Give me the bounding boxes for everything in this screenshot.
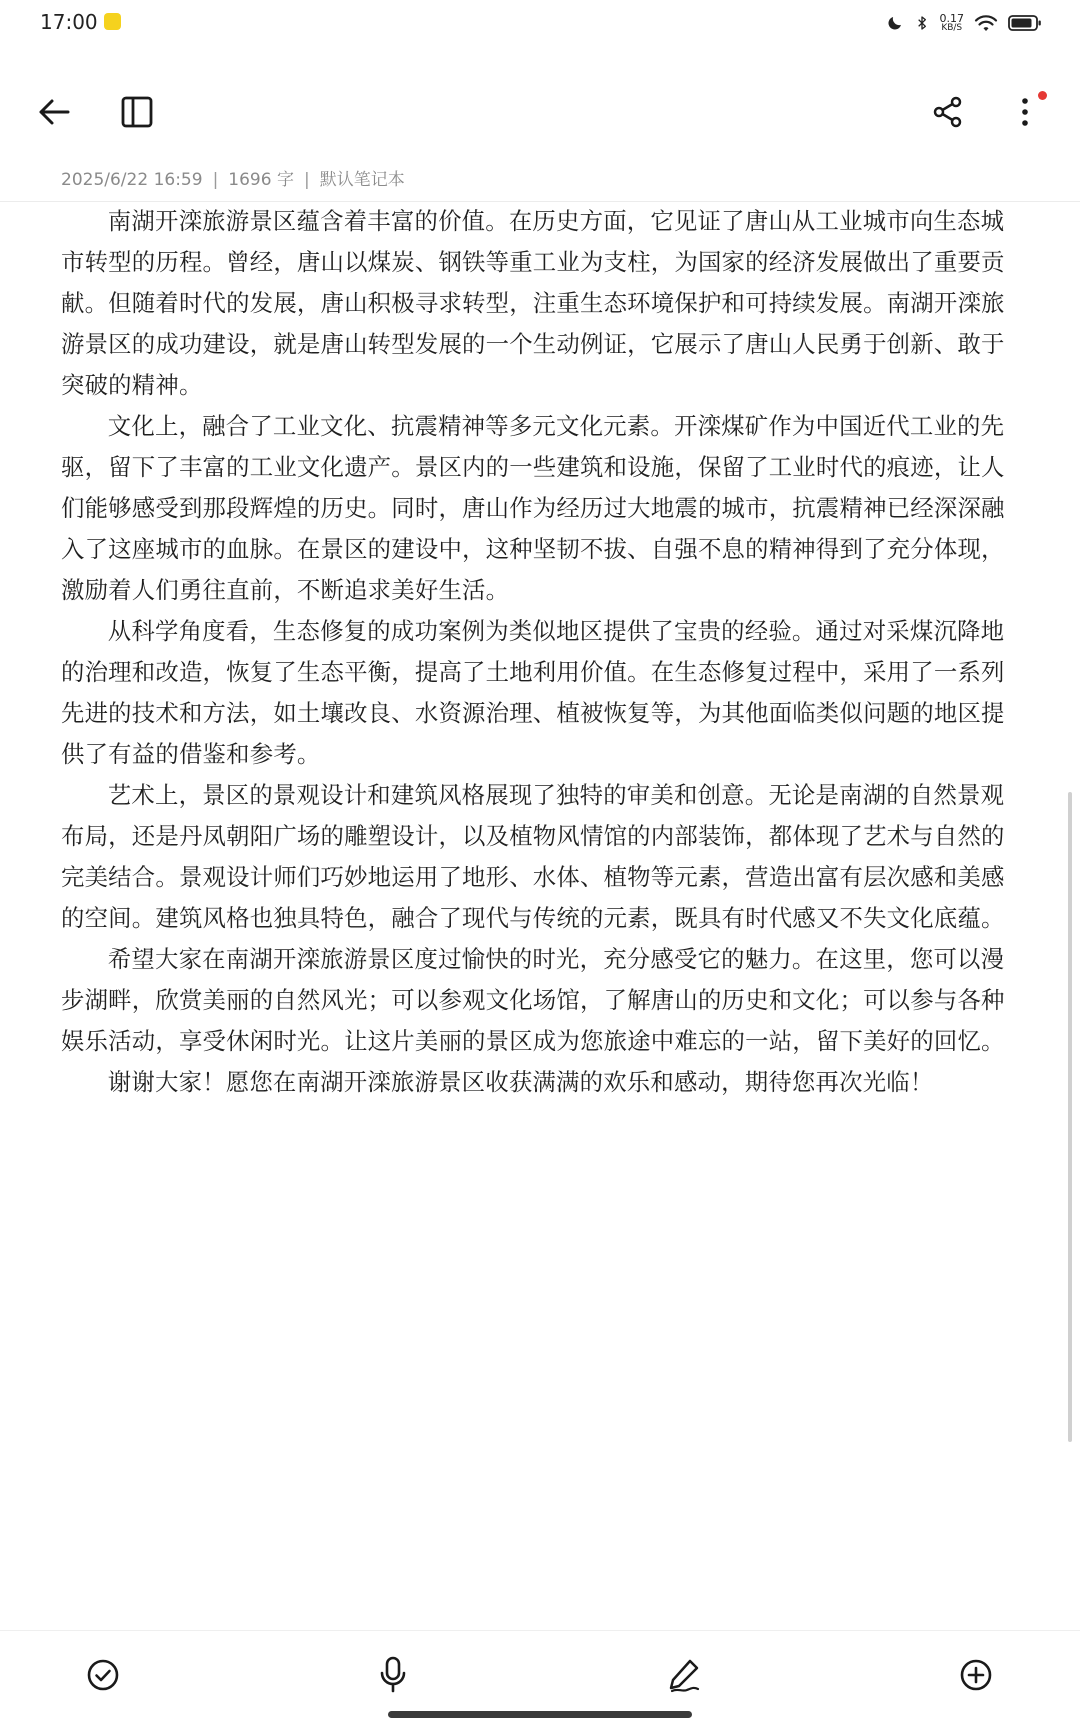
note-toolbar — [0, 80, 1080, 144]
paragraph[interactable]: 希望大家在南湖开滦旅游景区度过愉快的时光，充分感受它的魅力。在这里，您可以漫步湖畔，欣赏美丽的自然风光；可以参观文化场馆，了解唐山的历史和文化；可以参与各种娱乐活动，享受休闲时光。让这片美丽的景区成为您旅途中难忘的一站，留下美好的回忆。 — [61, 945, 1005, 1055]
checklist-button[interactable] — [79, 1651, 127, 1699]
moon-icon — [886, 14, 904, 32]
more-options-button[interactable] — [1001, 88, 1049, 136]
note-date: 2025/6/22 16:59 — [61, 170, 203, 190]
status-icons — [886, 10, 1043, 36]
paragraph[interactable]: 艺术上，景区的景观设计和建筑风格展现了独特的审美和创意。无论是南湖的自然景观布局，还是丹凤朝阳广场的雕塑设计，以及植物风情馆的内部装饰，都体现了艺术与自然的完美结合。景观设计师们巧妙地运用了地形、水体、植物等元素，营造出富有层次感和美感的空间。建筑风格也独具特色，融合了现代与传统的元素，既具有时代感又不失文化底蕴。 — [61, 781, 1005, 932]
bottom-toolbar — [0, 1630, 1080, 1729]
meta-separator: | — [303, 170, 310, 190]
microphone-icon — [377, 1656, 409, 1694]
paragraph[interactable]: 从科学角度看，生态修复的成功案例为类似地区提供了宝贵的经验。通过对采煤沉降地的治理和改造，恢复了生态平衡，提高了土地利用价值。在生态修复过程中，采用了一系列先进的技术和方法，如土壤改良、水资源治理、植被恢复等，为其他面临类似问题的地区提供了有益的借鉴和参考。 — [61, 617, 1005, 768]
scrollbar[interactable] — [1068, 792, 1072, 1442]
note-body[interactable] — [61, 201, 1011, 1103]
word-count: 1696 字 — [228, 170, 294, 190]
meta-separator: | — [212, 170, 219, 190]
net-speed: 0.17 KB/S — [939, 12, 964, 33]
share-button[interactable] — [924, 88, 972, 136]
status-time: 17:00 — [40, 10, 98, 34]
add-circle-icon — [959, 1658, 993, 1692]
battery-icon — [1008, 14, 1042, 32]
back-button[interactable] — [30, 88, 78, 136]
notebook-name[interactable]: 默认笔记本 — [319, 170, 405, 190]
app-badge-icon — [104, 13, 121, 30]
split-view-button[interactable] — [113, 88, 161, 136]
split-view-icon — [120, 95, 154, 129]
share-icon — [931, 95, 965, 129]
paragraph[interactable]: 文化上，融合了工业文化、抗震精神等多元文化元素。开滦煤矿作为中国近代工业的先驱，留下了丰富的工业文化遗产。景区内的一些建筑和设施，保留了工业时代的痕迹，让人们能够感受到那段辉煌的历史。同时，唐山作为经历过大地震的城市，抗震精神已经深深融入了这座城市的血脉。在景区的建设中，这种坚韧不拔、自强不息的精神得到了充分体现，激励着人们勇往直前，不断追求美好生活。 — [61, 412, 1005, 604]
add-button[interactable] — [952, 1651, 1000, 1699]
bluetooth-icon — [914, 13, 930, 33]
paragraph[interactable]: 南湖开滦旅游景区蕴含着丰富的价值。在历史方面，它见证了唐山从工业城市向生态城市转型的历程。曾经，唐山以煤炭、钢铁等重工业为支柱，为国家的经济发展做出了重要贡献。但随着时代的发展，唐山积极寻求转型，注重生态环境保护和可持续发展。南湖开滦旅游景区的成功建设，就是唐山转型发展的一个生动例证，它展示了唐山人民勇于创新、敢于突破的精神。 — [61, 207, 1005, 399]
more-vertical-icon — [1015, 94, 1035, 130]
handwriting-button[interactable] — [660, 1651, 708, 1699]
pen-icon — [666, 1657, 702, 1693]
back-arrow-icon — [35, 93, 73, 131]
wifi-icon — [974, 13, 998, 33]
home-indicator[interactable] — [388, 1711, 692, 1718]
note-meta — [61, 165, 405, 190]
notification-dot — [1038, 91, 1047, 100]
paragraph[interactable]: 谢谢大家！愿您在南湖开滦旅游景区收获满满的欢乐和感动，期待您再次光临！ — [107, 1068, 934, 1096]
status-bar — [0, 0, 1080, 48]
checkbox-icon — [86, 1658, 120, 1692]
voice-input-button[interactable] — [369, 1651, 417, 1699]
